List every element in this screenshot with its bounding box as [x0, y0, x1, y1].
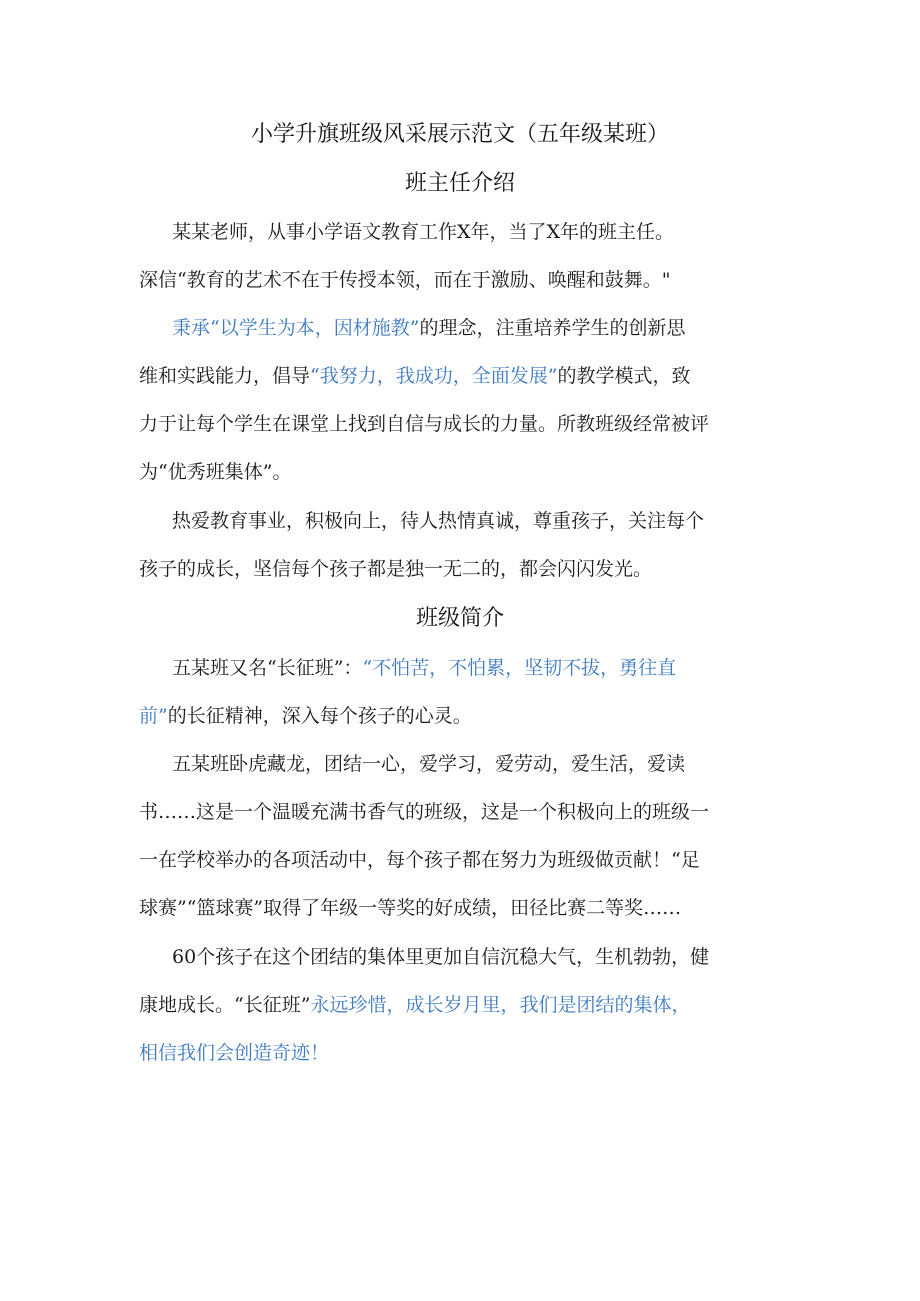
highlighted-text-run: “我努力，我成功，全面发展” — [310, 365, 558, 387]
paragraph-line — [139, 1038, 329, 1068]
text-run: 孩子的成长，坚信每个孩子都是独一无二的，都会闪闪发光。 — [139, 558, 653, 580]
highlighted-text-run: 永远珍惜，成长岁月里，我们是团结的集体， — [310, 994, 691, 1016]
paragraph-line — [172, 217, 674, 247]
paragraph-line — [139, 845, 700, 875]
paragraph-line — [139, 990, 690, 1020]
paragraph-line — [139, 554, 652, 584]
text-run: 五某班又名“长征班”： — [172, 657, 363, 679]
text-run: 五某班卧虎藏龙，团结一心，爱学习，爱劳动，爱生活，爱读 — [172, 753, 686, 775]
section-heading-teacher: 班主任介绍 — [404, 171, 515, 196]
text-run: 书……这是一个温暖充满书香气的班级，这是一个积极向上的班级一 — [139, 801, 710, 823]
text-run: 康地成长。“长征班” — [139, 994, 311, 1016]
paragraph-line — [139, 701, 472, 731]
paragraph-line — [172, 506, 704, 536]
section-heading-class: 班级简介 — [415, 606, 504, 631]
paragraph-line — [139, 409, 709, 439]
paragraph-line — [139, 797, 709, 827]
text-run: 深信“教育的艺术不在于传授本领，而在于激励、唤醒和鼓舞。" — [139, 269, 671, 291]
paragraph-line — [139, 893, 681, 923]
text-run: 一在学校举办的各项活动中，每个孩子都在努力为班级做贡献！“足 — [139, 849, 700, 871]
paragraph-line — [139, 265, 670, 295]
paragraph-line — [139, 361, 690, 391]
highlighted-text-run: “不怕苦，不怕累，坚韧不拔，勇往直 — [362, 657, 677, 679]
document-title: 小学升旗班级风采展示范文（五年级某班） — [250, 122, 669, 147]
text-run: 某某老师，从事小学语文教育工作X年，当了X年的班主任。 — [172, 221, 675, 243]
paragraph-line — [172, 942, 709, 972]
paragraph-line — [172, 653, 676, 683]
paragraph-line — [172, 313, 685, 343]
text-run: 热爱教育事业，积极向上，待人热情真诚，尊重孩子，关注每个 — [172, 510, 705, 532]
text-run: 60个孩子在这个团结的集体里更加自信沉稳大气，生机勃勃，健 — [172, 946, 710, 968]
highlighted-text-run: 秉承“以学生为本，因材施教” — [172, 317, 420, 339]
text-run: 为“优秀班集体”。 — [139, 461, 292, 483]
text-run: 的理念，注重培养学生的创新思 — [419, 317, 686, 339]
text-run: 维和实践能力，倡导 — [139, 365, 311, 387]
paragraph-line — [172, 749, 685, 779]
text-run: 的教学模式，致 — [557, 365, 691, 387]
text-run: 球赛”“篮球赛”取得了年级一等奖的好成绩，田径比赛二等奖…… — [139, 897, 682, 919]
highlighted-text-run: 相信我们会创造奇迹！ — [139, 1042, 330, 1064]
text-run: 的长征精神，深入每个孩子的心灵。 — [167, 705, 472, 727]
text-run: 力于让每个学生在课堂上找到自信与成长的力量。所教班级经常被评 — [139, 413, 710, 435]
highlighted-text-run: 前” — [139, 705, 168, 727]
paragraph-line — [139, 457, 291, 487]
